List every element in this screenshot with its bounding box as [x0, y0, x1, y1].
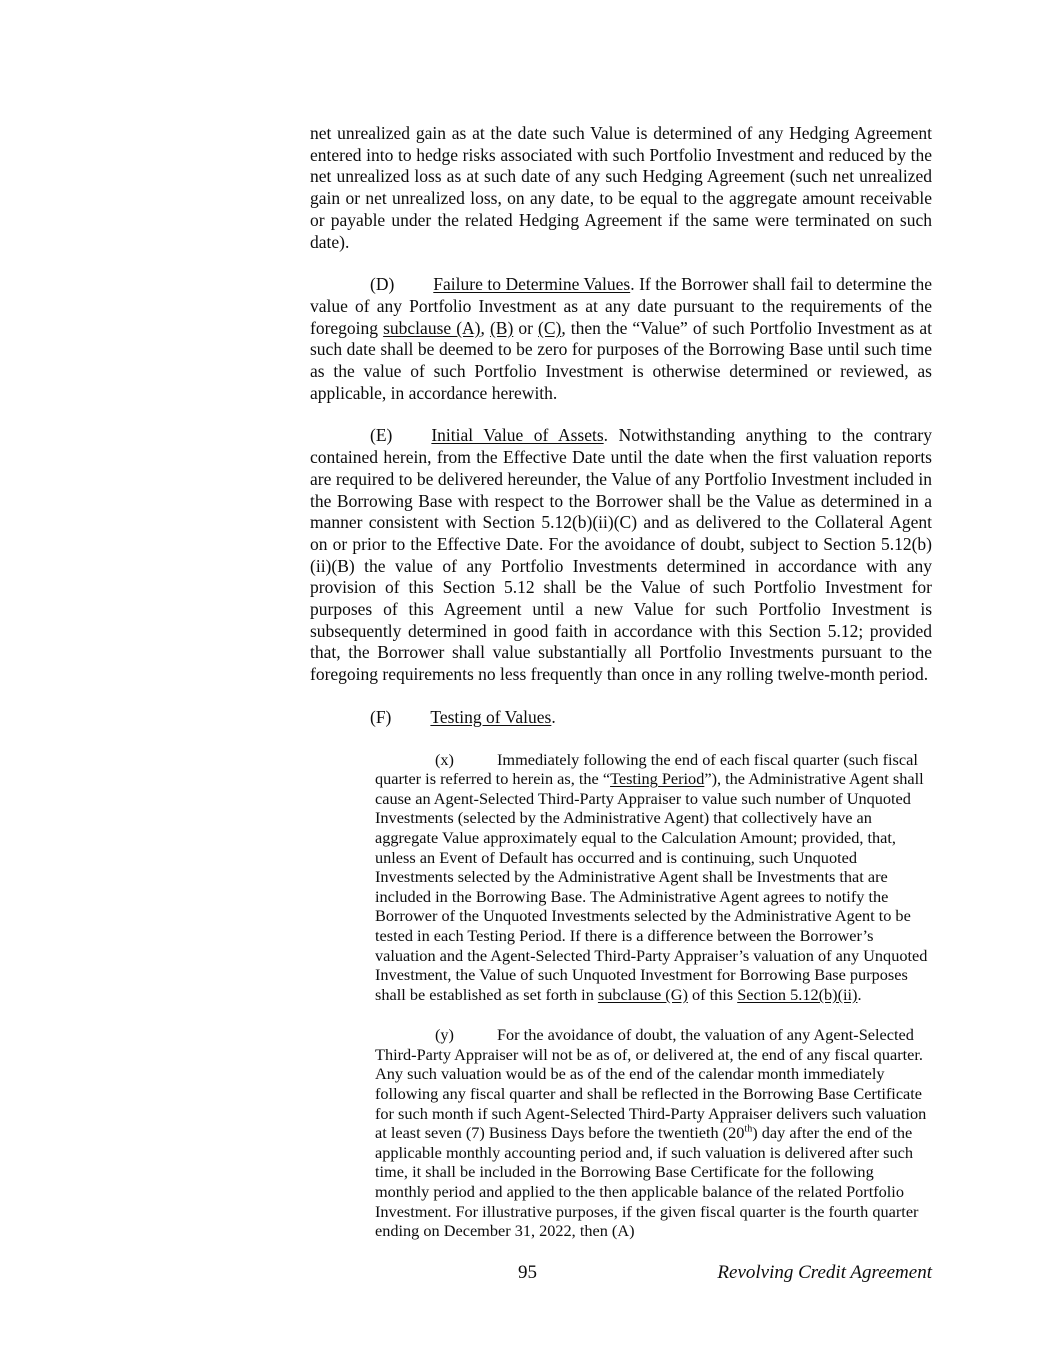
heading-f-testing-of-values: [310, 707, 932, 729]
text-run: (F): [370, 706, 392, 727]
text-run: of this: [687, 984, 738, 1004]
text-run: . If the Borrower shall fail to determine the value of any Portfolio Investment as at any date pursuant to the requirements of the foregoing: [310, 274, 932, 338]
text-run: ) day after the end of the applicable monthly accounting period and, if such valuation is delivered after such time, it shall be included in the Borrowing Base Certificate for the following monthly period and applied to the then applicable balance of the related Portfolio Investment. For illustrative purposes, if the given fiscal quarter is the fourth quarter ending on December 31, 2022, then (A): [375, 1123, 919, 1241]
subparagraph-y-valuation-timing: [375, 1025, 932, 1241]
underlined-text: Testing Period: [610, 769, 705, 789]
underlined-text: Failure to Determine Values: [433, 274, 631, 295]
paragraph-d-failure-to-determine-values: [310, 274, 932, 404]
underlined-text: subclause (A): [383, 317, 481, 338]
text-run: (E): [370, 425, 393, 446]
footer-document-title: Revolving Credit Agreement: [717, 1262, 932, 1283]
text-run: , then the “Value” of such Portfolio Investment as at such date shall be deemed to be zero for purposes of the Borrowing Base until such time as the value of such Portfolio Investment is otherwise determined or reviewed, as applicable, in accordance herewith.: [310, 317, 933, 403]
underlined-text: (B): [489, 317, 514, 338]
footer-page-number: 95: [518, 1262, 537, 1283]
underlined-text: Testing of Values: [430, 706, 552, 727]
text-run: (D): [370, 274, 395, 295]
text-run: ”), the Administrative Agent shall cause an Agent-Selected Third-Party Appraiser to value such number of Unquoted Investments (selected by the Administrative Agent) that collectively have an aggregate Value approximately equal to the Calculation Amount; provided, that, unless an Event of Default has occurred and is continuing, such Unquoted Investments selected by the Administrative Agent shall be Investments that are included in the Borrowing Base. The Administrative Agent agrees to notify the Borrower of the Unquoted Investments selected by the Administrative Agent to be tested in each Testing Period. If there is a difference between the Borrower’s valuation and the Agent-Selected Third-Party Appraiser’s valuation of any Unquoted Investment, the Value of such Unquoted Investment for Borrowing Base purposes shall be established as set forth in: [375, 769, 928, 1004]
paragraph-e-initial-value-of-assets: [310, 425, 932, 685]
underlined-text: Initial Value of Assets: [431, 425, 604, 446]
document-body: [310, 123, 932, 1262]
text-run: Immediately following the end of each fiscal quarter (such fiscal quarter is referred to herein as, the “: [375, 749, 918, 789]
underlined-text: (C): [538, 317, 562, 338]
superscript-text: th: [744, 1123, 753, 1135]
text-run: ,: [480, 317, 490, 338]
text-run: For the avoidance of doubt, the valuation of any Agent-Selected Third-Party Appraiser will not be as of, or delivered at, the end of any fiscal quarter. Any such valuation would be as of the end of the calendar month immediately following any fiscal quarter and shall be reflected in the Borrowing Base Certificate for such month if such Agent-Selected Third-Party Appraiser delivers such valuation at least seven (7) Business Days before the twentieth (20: [375, 1025, 927, 1143]
underlined-text: subclause (G): [597, 984, 688, 1004]
text-run: .: [551, 706, 556, 727]
paragraph-hedging-continuation: [310, 123, 932, 253]
subparagraph-x-testing-procedure: [375, 750, 932, 1005]
text-run: (y): [435, 1025, 454, 1045]
text-run: net unrealized gain as at the date such Value is determined of any Hedging Agreement entered into to hedge risks associated with such Portfolio Investment and reduced by the net unrealized loss as at such date of any such Hedging Agreement (such net unrealized gain or net unrealized loss, on any date, to be equal to the aggregate amount receivable or payable under the related Hedging Agreement if the same were terminated on such date).: [310, 123, 932, 252]
text-run: (x): [435, 749, 454, 769]
underlined-text: Section 5.12(b)(ii): [737, 984, 858, 1004]
text-run: . Notwithstanding anything to the contrary contained herein, from the Effective Date until the date when the first valuation reports are required to be delivered hereunder, the Value of any Portfolio Investment included in the Borrowing Base with respect to the Borrower shall be the Value as determined in a manner consistent with Section 5.12(b)(ii)(C) and as delivered to the Collateral Agent on or prior to the Effective Date. For the avoidance of doubt, subject to Section 5.12(b)(ii)(B) the value of any Portfolio Investments determined in accordance with any provision of this Section 5.12 shall be the Value of such Portfolio Investment for purposes of this Agreement until a new Value for such Portfolio Investment is subsequently determined in good faith in accordance with this Section 5.12; provided that, the Borrower shall value substantially all Portfolio Investments pursuant to the foregoing requirements no less frequently than once in any rolling twelve-month period.: [310, 425, 932, 685]
text-run: .: [857, 984, 862, 1004]
text-run: or: [513, 317, 539, 338]
